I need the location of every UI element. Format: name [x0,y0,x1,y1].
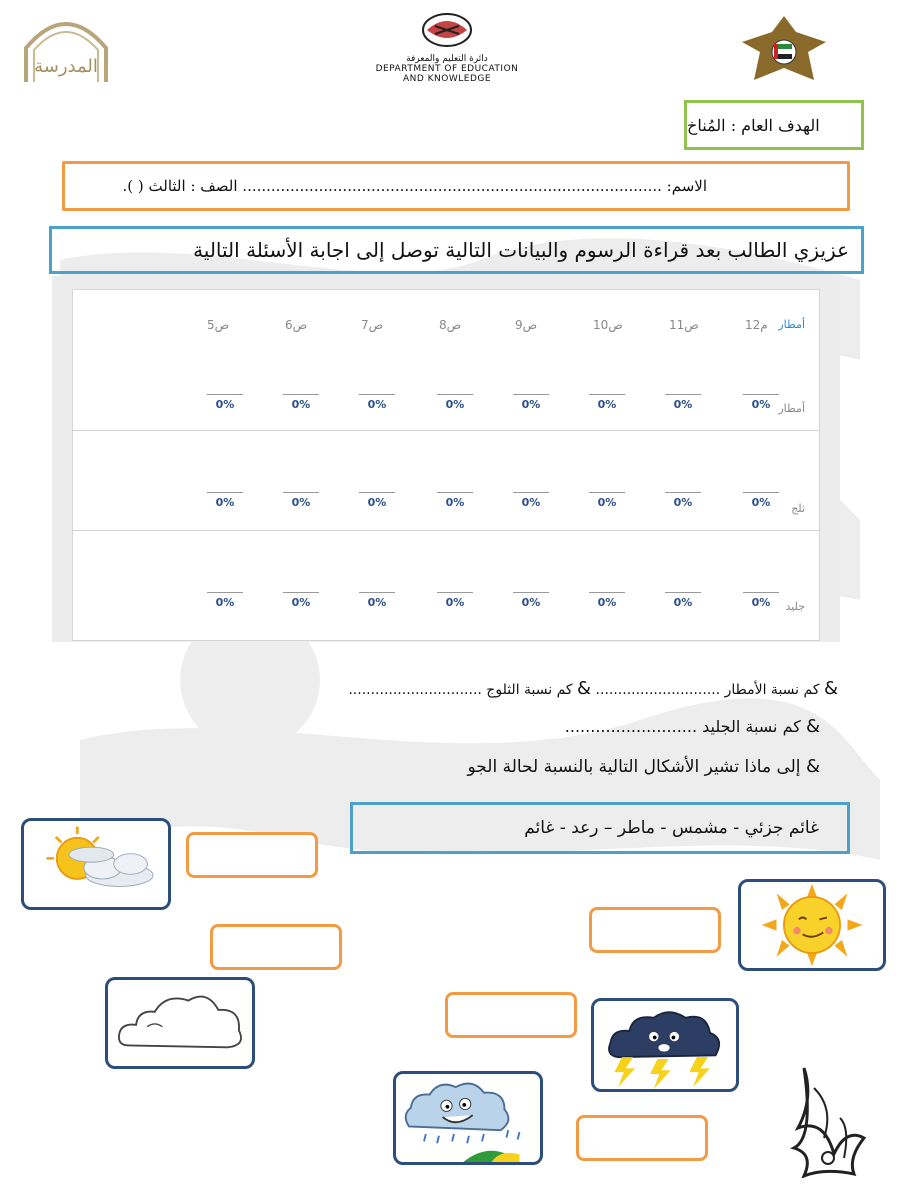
student-info: الاسم: ........................................................................................ الصف : الثالث ( ). [62,161,850,211]
school-logo [18,10,114,82]
uae-emblem-icon [738,12,830,84]
table-cell: 0% [743,492,779,509]
table-cell: 0% [513,492,549,509]
hour-label: ص9 [515,318,538,332]
question-snow: كم نسبة الثلوج .............................. [348,682,573,698]
doe-emblem-icon [417,12,477,50]
rainy-picture [393,1071,543,1165]
table-cell: 0% [207,492,243,509]
question-shapes-row [468,756,820,777]
bullet-amp: & [577,678,592,699]
table-cell: 0% [743,592,779,609]
question-ice-row [565,716,820,737]
table-cell: 0% [359,492,395,509]
doe-logo-arabic: دائرة التعليم والمعرفة [406,54,488,64]
instructions: عزيزي الطالب بعد قراءة الرسوم والبيانات التالية توصل إلى اجابة الأسئلة التالية [49,226,864,274]
answer-box-cloudy[interactable] [210,924,342,970]
row-label-rain: أمطار [778,402,805,415]
answer-box-sunny[interactable] [589,907,721,953]
table-cell: 0% [665,592,701,609]
row-divider [73,430,819,431]
table-header-label: أمطار [778,318,805,331]
table-cell: 0% [743,394,779,411]
table-cell: 0% [437,394,473,411]
hour-label: م12 [745,318,768,332]
table-cell: 0% [283,394,319,411]
cloud-icon [108,980,252,1066]
weather-table [72,289,820,641]
bullet-amp: & [805,716,820,737]
question-rain: كم نسبة الأمطار ............................ [595,682,820,698]
question-ice: كم نسبة الجليد .......................... [564,717,801,736]
table-cell: 0% [207,394,243,411]
question-rain-snow [348,678,838,699]
bullet-amp: & [823,678,838,699]
table-cell: 0% [437,592,473,609]
table-cell: 0% [513,394,549,411]
table-cell: 0% [207,592,243,609]
table-cell: 0% [589,592,625,609]
table-cell: 0% [589,492,625,509]
hour-label: ص10 [593,318,623,332]
answer-box-thunder[interactable] [445,992,577,1038]
answer-box-partly-cloudy[interactable] [186,832,318,878]
doe-logo-line1: DEPARTMENT OF EDUCATION [375,64,519,74]
table-cell: 0% [283,592,319,609]
hour-label: ص11 [669,318,699,332]
row-label-snow: ثلج [791,502,805,515]
hour-label: ص6 [285,318,308,332]
partly-cloudy-icon [24,821,168,907]
table-cell: 0% [513,592,549,609]
rain-cloud-icon [396,1074,540,1162]
hour-label: ص7 [361,318,384,332]
doe-logo [362,12,532,84]
general-goal: الهدف العام : المُناخ [684,100,864,150]
cloudy-picture [105,977,255,1069]
hour-label: ص8 [439,318,462,332]
sunny-picture [738,879,886,971]
table-cell: 0% [359,394,395,411]
table-cell: 0% [589,394,625,411]
row-divider [73,530,819,531]
hour-label: ص5 [207,318,230,332]
calligraphy-decoration [784,1058,874,1178]
sun-icon [741,882,883,968]
word-bank: غائم جزئي - مشمس - ماطر – رعد - غائم [350,802,850,854]
table-cell: 0% [665,394,701,411]
thunder-cloud-icon [594,1001,736,1089]
thunder-picture [591,998,739,1092]
table-cell: 0% [665,492,701,509]
question-shapes: إلى ماذا تشير الأشكال التالية بالنسبة لحالة الجو [467,757,801,777]
table-cell: 0% [359,592,395,609]
row-label-ice: جليد [785,600,805,613]
bullet-amp: & [805,756,820,777]
answer-box-rainy[interactable] [576,1115,708,1161]
school-logo-text: المدرسة [34,56,98,77]
table-cell: 0% [437,492,473,509]
table-cell: 0% [283,492,319,509]
doe-logo-line2: AND KNOWLEDGE [402,74,492,84]
partly-cloudy-picture [21,818,171,910]
